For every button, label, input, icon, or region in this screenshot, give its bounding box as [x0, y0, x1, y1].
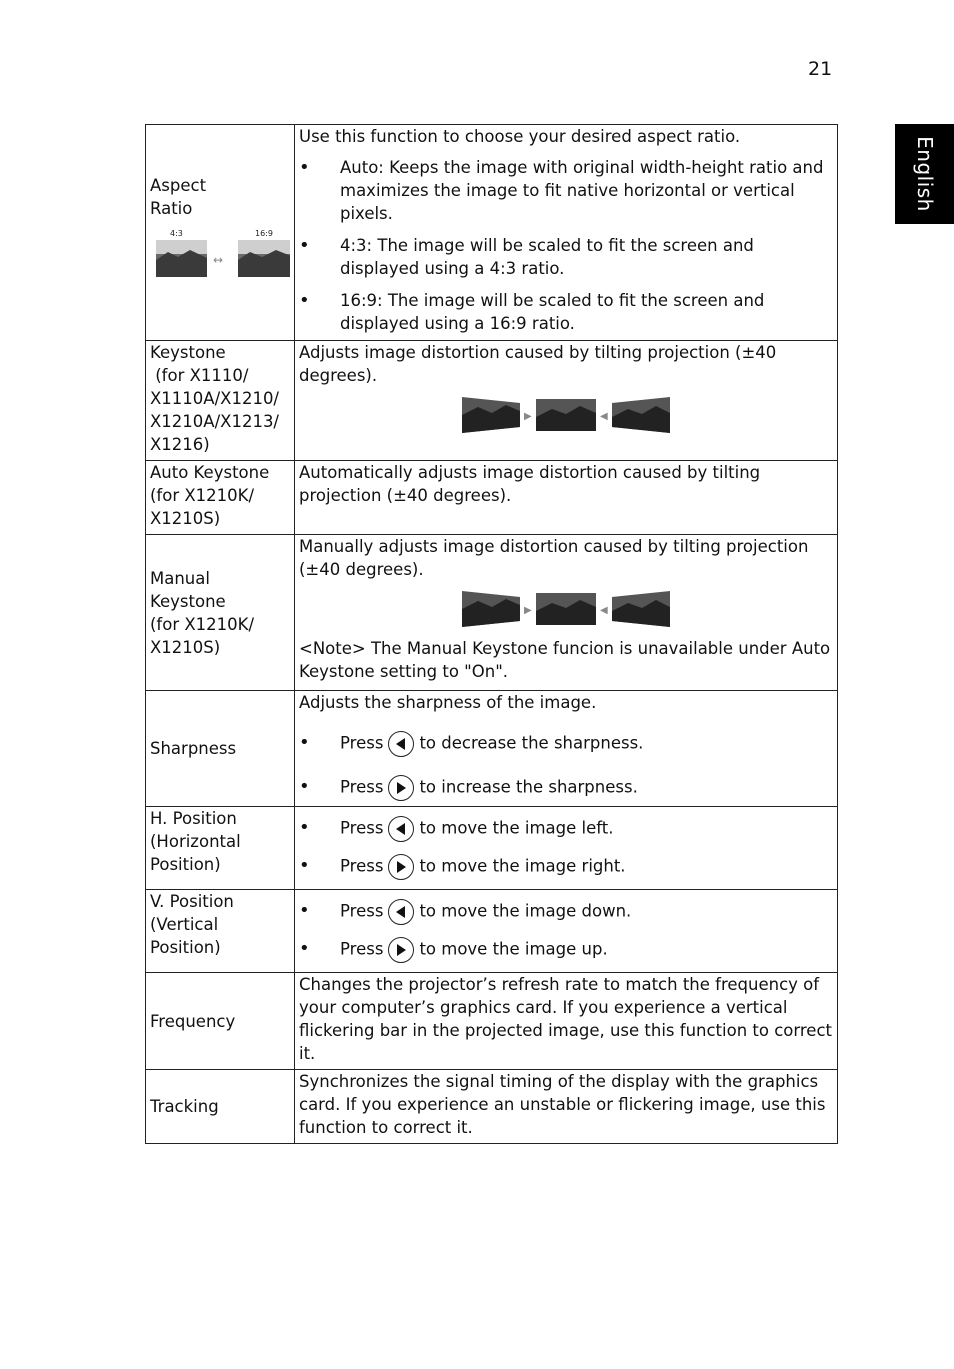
frequency-label-cell — [146, 973, 295, 1070]
vpos-label-2: (Vertical — [150, 915, 219, 934]
hpos-right-item — [299, 854, 833, 880]
vpos-desc-cell — [295, 890, 838, 973]
keystone-desc: Adjusts image distortion caused by tilting projection (±40 degrees). — [299, 343, 777, 385]
vpos-up-item — [299, 937, 833, 963]
manual-keystone-desc: Manually adjusts image distortion caused by tilting projection (±40 degrees). — [299, 537, 809, 579]
sharpness-increase-item — [299, 775, 833, 801]
swap-arrow-icon: ↔ — [213, 252, 224, 267]
sharpness-desc-cell — [295, 691, 838, 807]
vpos-up-text: to move the image up. — [419, 939, 608, 959]
manual-keystone-image-1 — [462, 591, 520, 627]
language-tab — [895, 124, 954, 224]
hpos-right-text: to move the image right. — [419, 856, 626, 876]
auto-keystone-models: (for X1210K/ X1210S) — [150, 486, 255, 528]
press-text: Press — [340, 818, 384, 838]
hpos-left-item — [299, 816, 833, 842]
auto-keystone-label: Auto Keystone — [150, 463, 270, 482]
keystone-images — [458, 395, 674, 435]
chevron-left-icon: ◀ — [600, 605, 608, 616]
keystone-image-1 — [462, 397, 520, 433]
page-number: 21 — [808, 58, 833, 80]
table-row — [146, 461, 838, 535]
sharpness-label: Sharpness — [150, 739, 237, 758]
table-row — [146, 125, 838, 341]
hpos-label-3: Position) — [150, 855, 221, 874]
aspect-ratio-illustration — [150, 226, 290, 278]
auto-keystone-desc-cell — [295, 461, 838, 535]
left-arrow-button-icon — [388, 816, 414, 842]
aspect-bullet-auto: • Auto: Keeps the image with original width-height ratio and maximizes the image to fit native horizontal or vertical pixels. — [299, 156, 833, 225]
keystone-word-label: Keystone — [150, 591, 226, 611]
manual-keystone-image-2 — [536, 593, 596, 625]
left-arrow-button-icon — [388, 731, 414, 757]
aspect-thumbnails — [150, 226, 290, 278]
note-text: The Manual Keystone funcion is unavailable under Auto Keystone setting to "On". — [299, 639, 831, 681]
chevron-left-icon: ◀ — [600, 411, 608, 422]
tracking-desc: Synchronizes the signal timing of the display with the graphics card. If you experience an unstable or flickering image, use this function to correct it. — [299, 1072, 826, 1137]
manual-keystone-label-cell — [146, 535, 295, 691]
keystone-image-3 — [612, 397, 670, 433]
hpos-label: H. Position — [150, 809, 237, 828]
manual-keystone-models: (for X1210K/ X1210S) — [150, 614, 255, 657]
vpos-down-text: to move the image down. — [419, 901, 632, 921]
table-row — [146, 890, 838, 973]
note-label: <Note> — [299, 639, 366, 658]
chevron-right-icon: ▶ — [524, 411, 532, 422]
manual-keystone-image-3 — [612, 591, 670, 627]
sharpness-label-cell — [146, 691, 295, 807]
sharpness-decrease-text: to decrease the sharpness. — [419, 733, 644, 753]
thumb-right-image — [238, 240, 290, 277]
press-text: Press — [340, 901, 384, 921]
keystone-label: Keystone — [150, 343, 226, 362]
right-arrow-button-icon — [388, 937, 414, 963]
keystone-image-2 — [536, 399, 596, 431]
ratio-label: Ratio — [150, 198, 193, 218]
manual-keystone-images — [458, 589, 674, 629]
frequency-desc: Changes the projector’s refresh rate to match the frequency of your computer’s graphics card. If you experience a vertical flickering bar in the projected image, use this function to correct it. — [299, 975, 832, 1063]
thumb-left-image — [156, 240, 207, 277]
manual-keystone-desc-cell — [295, 535, 838, 691]
frequency-desc-cell — [295, 973, 838, 1070]
vpos-label-cell — [146, 890, 295, 973]
hpos-label-cell — [146, 807, 295, 890]
keystone-models: (for X1110/ X1110A/X1210/ X1210A/X1213/ X1216) — [150, 366, 285, 454]
keystone-desc-cell — [295, 341, 838, 461]
keystone-illustration — [299, 387, 833, 441]
manual-keystone-illustration — [299, 581, 833, 637]
settings-table — [145, 124, 838, 1144]
sharpness-increase-text: to increase the sharpness. — [419, 777, 638, 797]
aspect-intro: Use this function to choose your desired aspect ratio. — [299, 127, 741, 146]
hpos-left-text: to move the image left. — [419, 818, 614, 838]
sharpness-decrease-item — [299, 731, 833, 757]
aspect-bullet-43: • 4:3: The image will be scaled to fit the screen and displayed using a 4:3 ratio. — [299, 234, 833, 280]
hpos-desc-cell — [295, 807, 838, 890]
frequency-label: Frequency — [150, 1011, 236, 1031]
hpos-label-2: (Horizontal — [150, 832, 241, 851]
thumb-left-label: 4:3 — [170, 228, 183, 238]
table-row — [146, 973, 838, 1070]
press-text: Press — [340, 939, 384, 959]
auto-keystone-desc: Automatically adjusts image distortion caused by tilting projection (±40 degrees). — [299, 463, 761, 505]
vpos-label: V. Position — [150, 892, 234, 911]
vpos-down-item — [299, 899, 833, 925]
press-text: Press — [340, 733, 384, 753]
press-text: Press — [340, 856, 384, 876]
auto-keystone-label-cell — [146, 461, 295, 535]
right-arrow-button-icon — [388, 775, 414, 801]
sharpness-desc: Adjusts the sharpness of the image. — [299, 693, 597, 712]
left-arrow-button-icon — [388, 899, 414, 925]
table-row — [146, 535, 838, 691]
aspect-label: Aspect — [150, 175, 207, 195]
aspect-label-cell — [146, 125, 295, 341]
table-row — [146, 341, 838, 461]
tracking-label-cell — [146, 1070, 295, 1144]
aspect-bullet-169: • 16:9: The image will be scaled to fit the screen and displayed using a 16:9 ratio. — [299, 289, 833, 335]
right-arrow-button-icon — [388, 854, 414, 880]
table-row — [146, 1070, 838, 1144]
tracking-desc-cell — [295, 1070, 838, 1144]
press-text: Press — [340, 777, 384, 797]
manual-keystone-note — [299, 637, 833, 683]
keystone-label-cell — [146, 341, 295, 461]
vpos-label-3: Position) — [150, 938, 221, 957]
aspect-desc-cell — [295, 125, 838, 341]
chevron-right-icon: ▶ — [524, 605, 532, 616]
table-row — [146, 807, 838, 890]
language-tab-label: English — [912, 136, 937, 212]
thumb-right-label: 16:9 — [255, 228, 273, 238]
table-row — [146, 691, 838, 807]
tracking-label: Tracking — [150, 1097, 219, 1116]
manual-label: Manual — [150, 568, 210, 588]
